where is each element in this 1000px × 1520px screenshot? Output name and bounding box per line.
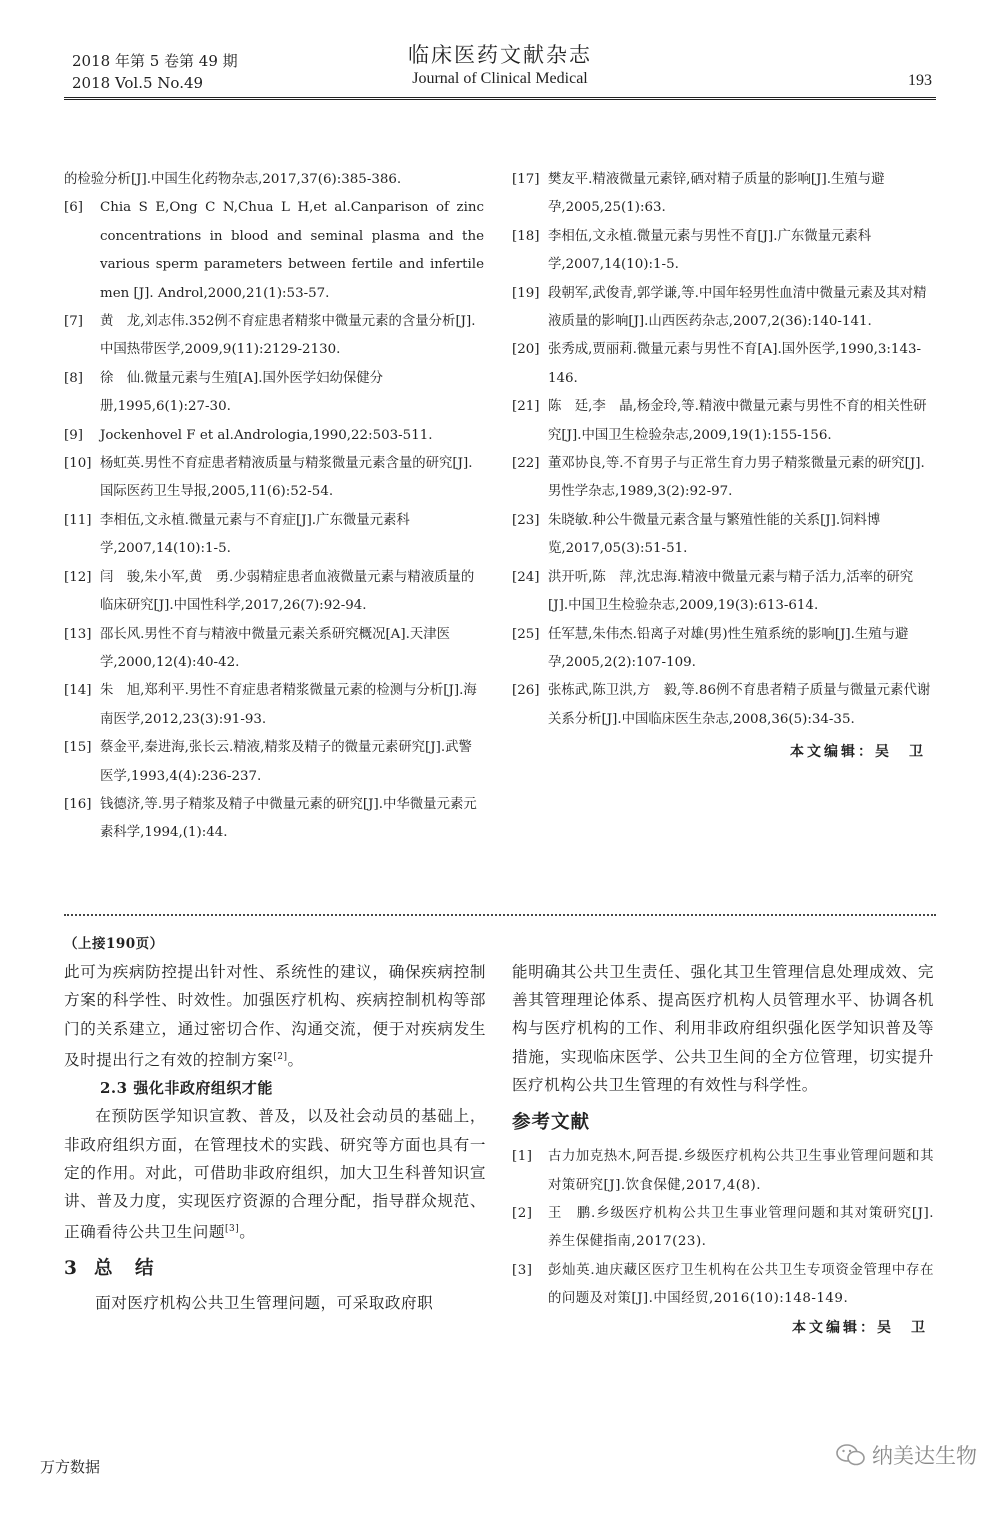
reference-item: [6] Chia S E,Ong C N,Chua L H,et al.Canparison of zinc concentrations in blood and seminal plasma and the various sperm parameters between fertile and infertile men [J]. Androl,2000,21(1):53-57. — [64, 200, 484, 301]
page-number: 193 — [908, 72, 932, 89]
reference-item: [25] 任军慧,朱伟杰.铅离子对雄(男)性生殖系统的影响[J].生殖与避孕,2005,2(2):107-109. — [512, 626, 909, 670]
reference-item: [3] 彭灿英.迪庆藏区医疗卫生机构在公共卫生专项资金管理中存在的问题及对策[J].中国经贸,2016(10):148-149. — [512, 1262, 934, 1307]
body-left-column — [64, 930, 486, 1317]
reference-item: [17] 樊友平.精液微量元素锌,硒对精子质量的影响[J].生殖与避孕,2005,25(1):63. — [512, 172, 885, 216]
footer-source: 万方数据 — [40, 1458, 101, 1476]
editor-note: 本文编辑：吴 卫 — [790, 744, 926, 761]
reference-item: [26] 张栋武,陈卫洪,方 毅,等.86例不育患者精子质量与微量元素代谢关系分析[J].中国临床医生杂志,2008,36(5):34-35. — [512, 683, 931, 727]
issue-cn: 2018 年第 5 卷第 49 期 — [72, 52, 238, 70]
reference-item: [10] 杨虹英.男性不育症患者精液质量与精浆微量元素含量的研究[J].国际医药卫生导报,2005,11(6):52-54. — [64, 456, 473, 500]
reference-item: [9] Jockenhovel F et al.Andrologia,1990,22:503-511. — [64, 427, 433, 443]
continued-note: （上接190页） — [64, 936, 164, 952]
section-divider — [64, 914, 936, 916]
journal-title — [0, 42, 1000, 90]
issue-en: 2018 Vol.5 No.49 — [72, 74, 204, 92]
reference-item: [2] 王 鹏.乡级医疗机构公共卫生事业管理问题和其对策研究[J].养生保健指南,2017(23). — [512, 1206, 934, 1250]
journal-title-cn: 临床医药文献杂志 — [408, 43, 592, 67]
reference-item: [14] 朱 旭,郑利平.男性不育症患者精浆微量元素的检测与分析[J].海南医学,2012,23(3):91-93. — [64, 683, 477, 727]
journal-title-en: Journal of Clinical Medical — [412, 70, 588, 87]
section-heading: 3 总 结 — [64, 1257, 156, 1279]
reference-item: [16] 钱德济,等.男子精浆及精子中微量元素的研究[J].中华微量元素元素科学,1994,(1):44. — [64, 796, 477, 841]
body-paragraph: 能明确其公共卫生责任、强化其卫生管理信息处理成效、完善其管理理论体系、提高医疗机构人员管理水平、协调各机构与医疗机构的工作、利用非政府组织强化医学知识普及等措施，实现临床医学、公共卫生间的全方位管理，切实提升医疗机构公共卫生管理的有效性与科学性。 — [512, 963, 934, 1094]
reference-item: [22] 董邓协良,等.不育男子与正常生育力男子精浆微量元素的研究[J].男性学杂志,1989,3(2):92-97. — [512, 456, 925, 500]
body-paragraph: 此可为疾病防控提出针对性、系统性的建议，确保疾病控制方案的科学性、时效性。加强医疗机构、疾病控制机构等部门的关系建立，通过密切合作、沟通交流，便于对疾病发生及时提出行之有效的控制方案[2]。 — [64, 963, 486, 1069]
reference-item: [13] 邵长风.男性不育与精液中微量元素关系研究概况[A].天津医学,2000,12(4):40-42. — [64, 626, 451, 670]
editor-note: 本文编辑：吴 卫 — [792, 1319, 928, 1336]
references-list — [512, 1143, 934, 1342]
references-heading: 参考文献 — [512, 1112, 591, 1134]
references-left-column — [64, 166, 484, 848]
wechat-icon — [836, 1443, 866, 1472]
header-divider — [64, 97, 936, 100]
reference-item: [24] 洪开听,陈 萍,沈忠海.精液中微量元素与精子活力,活率的研究[J].中国卫生检验杂志,2009,19(3):613-614. — [512, 569, 914, 614]
reference-item: [8] 徐 仙.微量元素与生殖[A].国外医学妇幼保健分册,1995,6(1):27-30. — [64, 370, 384, 415]
reference-item: [7] 黄 龙,刘志伟.352例不育症患者精浆中微量元素的含量分析[J].中国热带医学,2009,9(11):2129-2130. — [64, 314, 476, 358]
body-paragraph: 面对医疗机构公共卫生管理问题，可采取政府职 — [95, 1293, 434, 1312]
reference-item: [21] 陈 廷,李 晶,杨金玲,等.精液中微量元素与男性不育的相关性研究[J].中国卫生检验杂志,2009,19(1):155-156. — [512, 399, 927, 443]
reference-item: [18] 李相伍,文永植.微量元素与男性不育[J].广东微量元素科学,2007,14(10):1-5. — [512, 228, 872, 273]
reference-item: [23] 朱晓敏.种公牛微量元素含量与繁殖性能的关系[J].饲料博览,2017,05(3):51-51. — [512, 512, 881, 557]
reference-item: [1] 古力加克热木,阿吾提.乡级医疗机构公共卫生事业管理问题和其对策研究[J].饮食保健,2017,4(8). — [512, 1149, 934, 1193]
reference-item: [19] 段朝军,武俊青,郭学谦,等.中国年轻男性血清中微量元素及其对精液质量的影响[J].山西医药杂志,2007,2(36):140-141. — [512, 285, 927, 330]
references-right-column — [512, 166, 932, 767]
watermark: 纳美达生物 — [836, 1440, 977, 1472]
subsection-heading: 2.3 强化非政府组织才能 — [100, 1079, 273, 1098]
reference-item: [15] 蔡金平,秦进海,张长云.精液,精浆及精子的微量元素研究[J].武警医学,1993,4(4):236-237. — [64, 740, 472, 784]
reference-item: [11] 李相伍,文永植.微量元素与不育症[J].广东微量元素科学,2007,14(10):1-5. — [64, 512, 410, 557]
body-right-column — [512, 958, 934, 1342]
reference-item: 的检验分析[J].中国生化药物杂志,2017,37(6):385-386. — [64, 172, 402, 187]
reference-item: [20] 张秀成,贾丽莉.微量元素与男性不育[A].国外医学,1990,3:143-146. — [512, 342, 922, 386]
reference-item: [12] 闫 骏,朱小军,黄 勇.少弱精症患者血液微量元素与精液质量的临床研究[J].中国性科学,2017,26(7):92-94. — [64, 569, 475, 614]
body-paragraph: 在预防医学知识宣教、普及，以及社会动员的基础上，非政府组织方面，在管理技术的实践、研究等方面也具有一定的作用。对此，可借助非政府组织，加大卫生科普知识宣讲、普及力度，实现医疗资源的合理分配，指导群众规范、正确看待公共卫生问题[3]。 — [64, 1107, 486, 1242]
